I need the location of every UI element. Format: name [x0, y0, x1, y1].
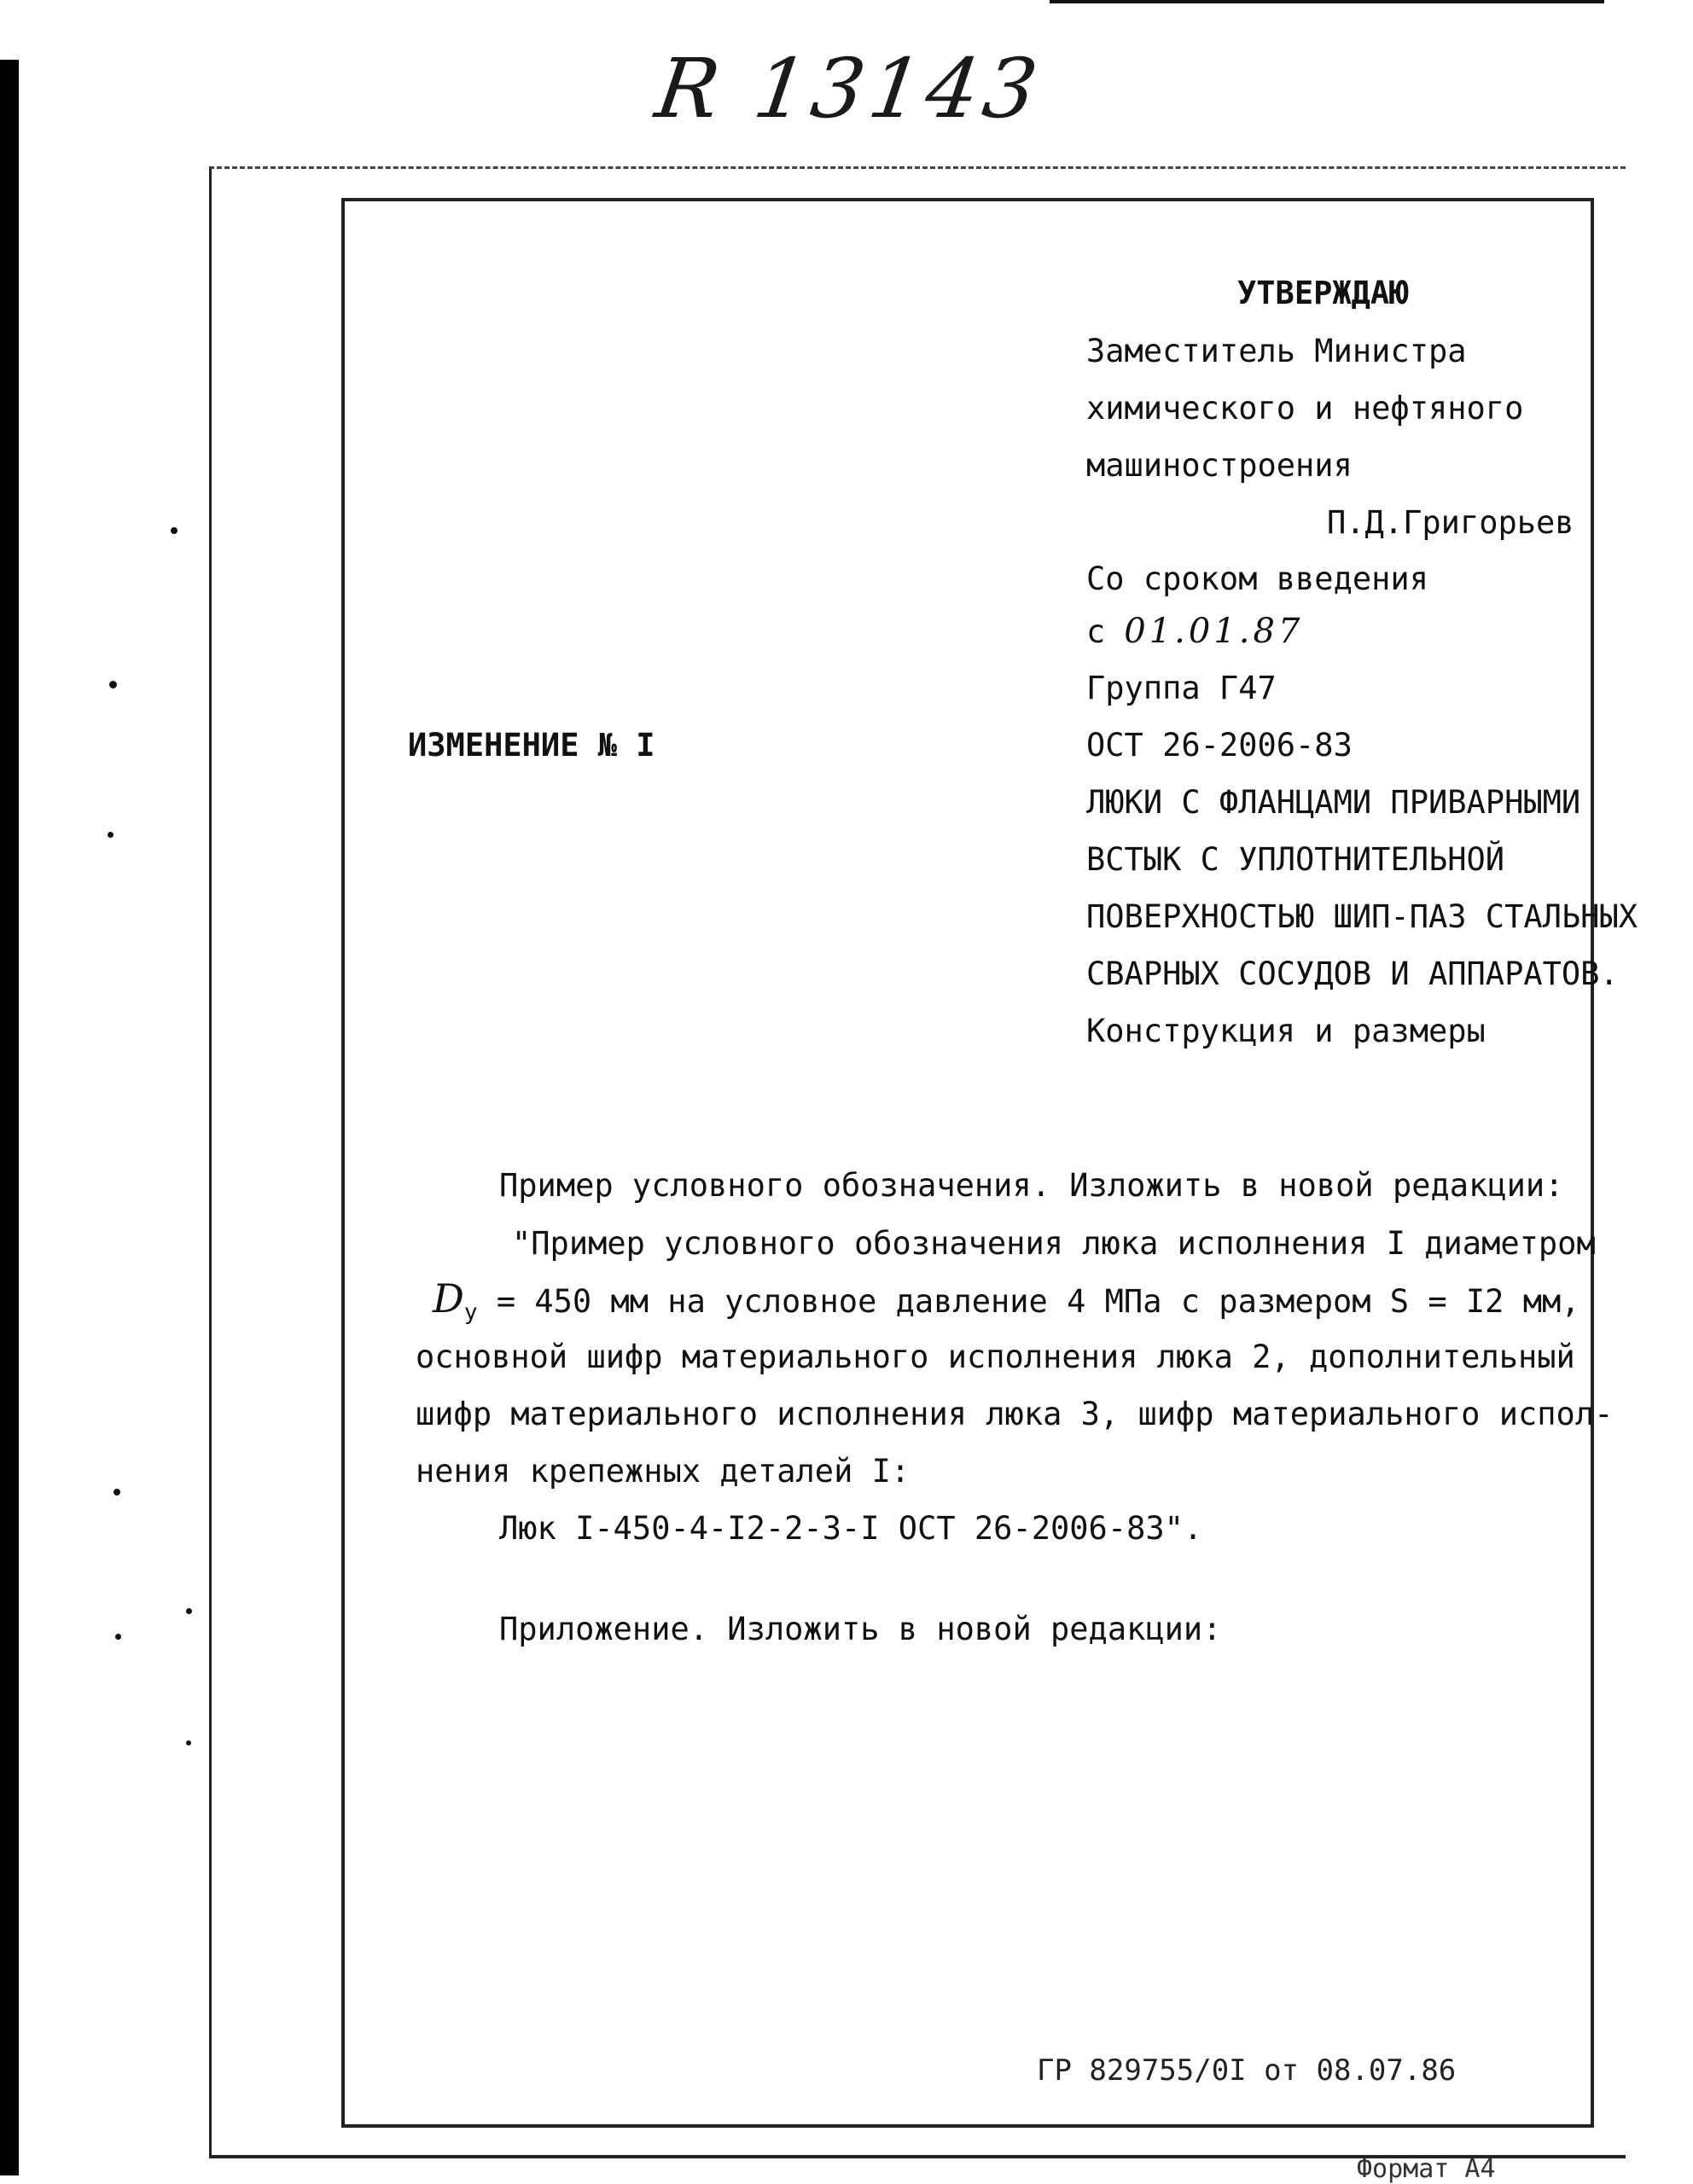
standard-title-line-3: ПОВЕРХНОСТЬЮ ШИП-ПАЗ СТАЛЬНЫХ — [1086, 898, 1638, 935]
scan-speck — [115, 1634, 121, 1640]
standard-title-line-1: ЛЮКИ С ФЛАНЦАМИ ПРИВАРНЫМИ — [1086, 784, 1581, 821]
effective-date-handwritten: 01.01.87 — [1124, 612, 1304, 651]
scan-speck — [113, 1489, 120, 1496]
inner-frame — [341, 198, 1594, 2128]
registration-number: ГР 829755/0I от 08.07.86 — [1037, 2053, 1457, 2088]
approval-signer: П.Д.Григорьев — [1327, 504, 1574, 541]
change-title: ИЗМЕНЕНИЕ № I — [408, 727, 655, 764]
standard-subtitle: Конструкция и размеры — [1086, 1013, 1486, 1049]
scan-speck — [108, 832, 113, 838]
appendix-instruction: Приложение. Изложить в новой редакции: — [499, 1611, 1222, 1647]
body-paragraph-2-line-2 — [433, 1275, 1580, 1331]
effective-date-label: Со сроком введения — [1086, 561, 1428, 597]
body-paragraph-2-line-1: "Пример условного обозначения люка исполнения I диаметром — [512, 1225, 1596, 1262]
approval-line-ministry: химического и нефтяного — [1086, 390, 1524, 427]
group-code: Группа Г47 — [1086, 670, 1277, 706]
designation-example: Люк I-450-4-I2-2-3-I ОСТ 26-2006-83". — [499, 1510, 1203, 1547]
scan-speck — [171, 527, 177, 534]
body-paragraph-2-line-2-text: = 450 мм на условное давление 4 МПа с размером S = I2 мм, — [496, 1283, 1580, 1320]
format-label-cut: Формат А4 — [1357, 2154, 1496, 2184]
nominal-diameter-symbol: D — [433, 1275, 464, 1321]
nominal-diameter-subscript: у — [463, 1299, 478, 1326]
standard-title-line-4: СВАРНЫХ СОСУДОВ И АППАРАТОВ. — [1086, 956, 1619, 992]
body-paragraph-2-line-3: основной шифр материального исполнения люка 2, дополнительный — [416, 1339, 1575, 1375]
standard-title-line-2: ВСТЫК С УПЛОТНИТЕЛЬНОЙ — [1086, 841, 1505, 878]
effective-date-prefix: с — [1086, 613, 1106, 650]
body-paragraph-2-line-4: шифр материального исполнения люка 3, шифр материального испол- — [416, 1396, 1614, 1432]
approval-line-deputy-minister: Заместитель Министра — [1086, 333, 1467, 369]
standard-number: ОСТ 26-2006-83 — [1086, 727, 1353, 764]
handwritten-reference-number: R 13143 — [650, 41, 1049, 136]
approval-line-machine-building: машиностроения — [1086, 447, 1353, 484]
scan-speck — [186, 1608, 192, 1614]
approval-heading: УТВЕРЖДАЮ — [1237, 275, 1409, 311]
scan-edge-shadow — [0, 60, 19, 2175]
scan-speck — [109, 681, 117, 688]
scan-top-rule — [1050, 0, 1604, 3]
body-paragraph-1: Пример условного обозначения. Изложить в новой редакции: — [499, 1167, 1564, 1204]
body-paragraph-2-line-5: нения крепежных деталей I: — [416, 1453, 910, 1490]
effective-date-line — [1086, 613, 1303, 651]
scan-speck — [186, 1740, 191, 1745]
